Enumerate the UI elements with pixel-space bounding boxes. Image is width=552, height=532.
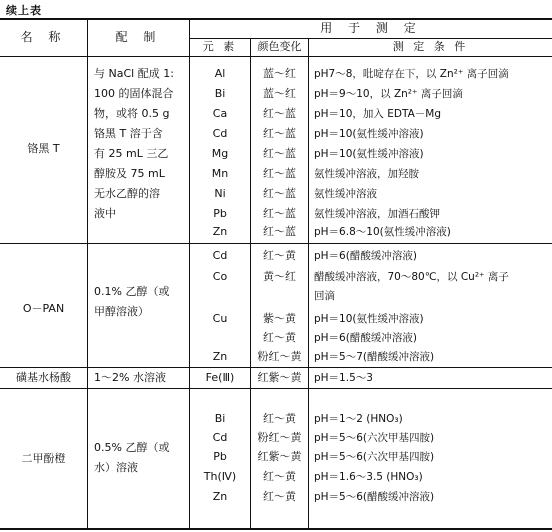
row-color-change: 红～蓝 <box>263 127 296 140</box>
table-caption: 续上表 <box>6 4 42 17</box>
row-conditions-continued: 回滴 <box>314 290 335 302</box>
row-color-change: 红～黄 <box>263 490 296 503</box>
row-color-change: 黄～红 <box>263 270 296 283</box>
row-color-change: 蓝～红 <box>263 87 296 100</box>
prep-line: 水）溶液 <box>94 461 138 474</box>
row-color-change: 红紫～黄 <box>257 450 302 463</box>
prep-line: 有 25 mL 三乙 <box>94 147 169 160</box>
group-name-o-pan: O－PAN <box>22 302 65 315</box>
row-element: Zn <box>212 350 228 363</box>
group-prep-sulfosalicylic-acid: 1～2% 水溶液 <box>94 371 166 384</box>
row-color-change: 粉红～黄 <box>257 350 302 363</box>
prep-line: 0.1% 乙醇（或 <box>94 285 170 298</box>
row-conditions: pH＝5～6(六次甲基四胺) <box>314 432 435 444</box>
row-element: Ni <box>214 187 226 200</box>
row-conditions: pH＝5～6(六次甲基四胺) <box>314 451 435 463</box>
row-element: Th(Ⅳ) <box>203 470 237 483</box>
group-separator-3 <box>0 388 552 389</box>
header-usage: 用 于 测 定 <box>320 21 422 35</box>
row-color-change: 红～黄 <box>263 412 296 425</box>
row-conditions: pH＝1.6～3.5 (HNO₃) <box>314 471 423 483</box>
row-color-change: 粉红～黄 <box>257 431 302 444</box>
prep-line: 100 的固体混合 <box>94 87 174 100</box>
prep-line: 无水乙醇的溶 <box>94 187 160 200</box>
row-color-change: 红～黄 <box>263 331 296 344</box>
row-element: Bi <box>214 87 226 100</box>
row-element: Cd <box>212 431 228 444</box>
group-separator-1 <box>0 243 552 244</box>
row-conditions: pH＝1～2 (HNO₃) <box>314 413 403 425</box>
group-name-eriochrome-black-t: 铬黑 T <box>27 142 60 155</box>
col-divider-1 <box>87 18 88 528</box>
row-conditions: pH7～8，吡啶存在下，以 Zn²⁺ 离子回滴 <box>314 68 509 80</box>
row-conditions: 氨性缓冲溶液，加羟胺 <box>314 168 419 180</box>
row-element: Al <box>214 67 226 80</box>
row-color-change: 红～蓝 <box>263 107 296 120</box>
row-color-change: 紫～黄 <box>263 312 296 325</box>
prep-line: 与 NaCl 配成 1: <box>94 67 174 80</box>
prep-line: 铬黑 T 溶于含 <box>94 127 163 140</box>
prep-line: 液中 <box>94 207 116 220</box>
row-color-change: 红～黄 <box>263 470 296 483</box>
group-prep-xylenol-orange <box>94 438 198 478</box>
row-conditions: pH＝6(醋酸缓冲溶液) <box>314 332 417 344</box>
prep-line: 物，或将 0.5 g <box>94 107 170 120</box>
header-conditions: 测 定 条 件 <box>392 40 469 53</box>
row-conditions: pH＝10(氨性缓冲溶液) <box>314 148 424 160</box>
row-conditions: 醋酸缓冲溶液，70～80℃，以 Cu²⁺ 离子 <box>314 271 509 283</box>
col-divider-4 <box>308 38 309 528</box>
row-element: Cd <box>212 249 228 262</box>
table-bottom-border <box>0 528 552 530</box>
row-conditions: pH＝6(醋酸缓冲溶液) <box>314 250 417 262</box>
group-prep-o-pan <box>94 282 198 322</box>
row-element: Mg <box>211 147 229 160</box>
row-color-change: 红～蓝 <box>263 167 296 180</box>
row-conditions: pH＝10(氨性缓冲溶液) <box>314 313 424 325</box>
row-conditions: 氨性缓冲溶液 <box>314 188 377 200</box>
row-conditions: pH＝9～10，以 Zn²⁺ 离子回滴 <box>314 88 463 100</box>
header-element: 元 素 <box>202 40 238 53</box>
row-color-change: 红紫～黄 <box>257 371 302 384</box>
row-element: Zn <box>212 490 228 503</box>
row-conditions: pH＝1.5～3 <box>314 372 373 384</box>
row-conditions: pH＝10，加入 EDTA－Mg <box>314 108 441 120</box>
prep-line: 甲醇溶液） <box>94 305 149 318</box>
row-color-change: 红～黄 <box>263 249 296 262</box>
header-color: 颜色变化 <box>257 40 302 53</box>
header-bottom-border <box>0 56 552 57</box>
row-conditions: pH＝5～6(醋酸缓冲溶液) <box>314 491 435 503</box>
prep-line: 醇胺及 75 mL <box>94 167 165 180</box>
data-table <box>0 18 552 530</box>
row-element: Mn <box>211 167 229 180</box>
row-conditions: pH＝10(氨性缓冲溶液) <box>314 128 424 140</box>
group-separator-2 <box>0 367 552 368</box>
row-conditions: 氨性缓冲溶液，加酒石酸钾 <box>314 208 440 220</box>
header-name: 名 称 <box>20 30 67 44</box>
row-conditions: pH＝5～7(醋酸缓冲溶液) <box>314 351 435 363</box>
row-color-change: 红～蓝 <box>263 187 296 200</box>
row-color-change: 蓝～红 <box>263 67 296 80</box>
group-name-sulfosalicylic-acid: 磺基水杨酸 <box>16 371 71 384</box>
row-element: Pb <box>213 207 227 220</box>
prep-line: 0.5% 乙醇（或 <box>94 441 170 454</box>
row-element: Co <box>212 270 228 283</box>
header-prep: 配 制 <box>115 30 162 44</box>
row-element: Pb <box>213 450 227 463</box>
row-color-change: 红～蓝 <box>263 225 296 238</box>
group-prep-eriochrome-black-t <box>94 64 198 224</box>
row-element: Cu <box>212 312 228 325</box>
row-color-change: 红～蓝 <box>263 147 296 160</box>
row-element: Zn <box>212 225 228 238</box>
row-conditions: pH＝6.8～10(氨性缓冲溶液) <box>314 226 451 238</box>
row-element: Bi <box>214 412 226 425</box>
group-name-xylenol-orange: 二甲酚橙 <box>21 452 66 465</box>
row-color-change: 红～蓝 <box>263 207 296 220</box>
row-element: Cd <box>212 127 228 140</box>
row-element: Ca <box>212 107 228 120</box>
row-element: Fe(Ⅲ) <box>205 371 235 384</box>
